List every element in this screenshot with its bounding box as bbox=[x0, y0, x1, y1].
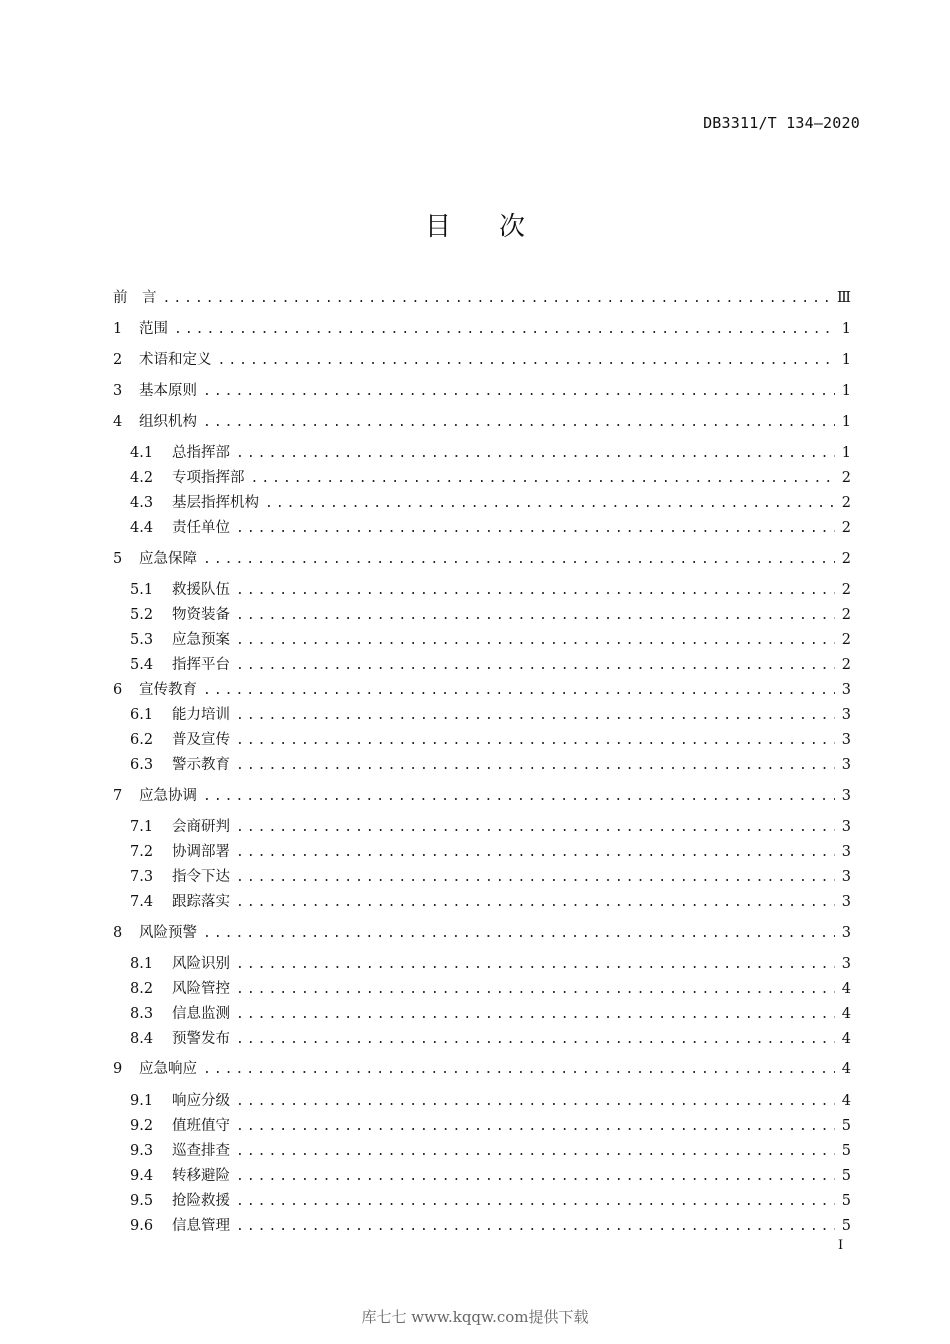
toc-entry-label: 信息管理 bbox=[172, 1218, 230, 1234]
toc-leader-dots bbox=[236, 654, 835, 678]
toc-entry-label: 救援队伍 bbox=[172, 582, 230, 598]
toc-entry-label: 范围 bbox=[139, 321, 168, 337]
toc-entry[interactable] bbox=[130, 1089, 851, 1113]
toc-entry[interactable] bbox=[130, 1139, 851, 1163]
toc-entry-label: 会商研判 bbox=[172, 819, 230, 835]
toc-entry-page: 1 bbox=[841, 445, 851, 461]
toc-entry-label: 预警发布 bbox=[172, 1031, 230, 1047]
toc-entry-label: 巡查排查 bbox=[172, 1143, 230, 1159]
toc-entry-label: 应急协调 bbox=[139, 788, 197, 804]
toc-entry[interactable] bbox=[130, 703, 851, 727]
toc-entry-label: 转移避险 bbox=[172, 1168, 230, 1184]
toc-entry-number: 8.3 bbox=[130, 1006, 154, 1022]
toc-entry-page: 4 bbox=[841, 1093, 851, 1109]
toc-entry-page: 3 bbox=[841, 925, 851, 941]
toc-entry-label: 响应分级 bbox=[172, 1093, 230, 1109]
toc-entry-number: 7.2 bbox=[130, 844, 154, 860]
toc-entry[interactable] bbox=[130, 1027, 851, 1051]
toc-entry-number: 8.4 bbox=[130, 1031, 154, 1047]
toc-leader-dots bbox=[236, 517, 835, 541]
toc-entry-label: 警示教育 bbox=[172, 757, 230, 773]
toc-entry-number: 2 bbox=[113, 352, 123, 368]
toc-leader-dots bbox=[236, 841, 835, 865]
toc-entry[interactable] bbox=[130, 840, 851, 864]
toc-leader-dots bbox=[203, 411, 835, 435]
toc-entry-number: 7.3 bbox=[130, 869, 154, 885]
toc-entry-page: 3 bbox=[841, 788, 851, 804]
toc-entry[interactable] bbox=[113, 678, 851, 702]
download-watermark: 库七七 www.kqqw.com提供下载 bbox=[361, 1308, 589, 1326]
toc-leader-dots bbox=[236, 579, 835, 603]
toc-entry-label: 应急保障 bbox=[139, 551, 197, 567]
document-code: DB3311/T 134—2020 bbox=[703, 114, 860, 132]
toc-entry-label: 值班值守 bbox=[172, 1118, 230, 1134]
toc-entry[interactable] bbox=[130, 466, 851, 490]
toc-entry-page: 4 bbox=[841, 1031, 851, 1047]
toc-entry[interactable] bbox=[130, 628, 851, 652]
toc-entry[interactable] bbox=[130, 1164, 851, 1188]
toc-entry[interactable] bbox=[113, 784, 851, 808]
toc-entry-number: 9.6 bbox=[130, 1218, 154, 1234]
toc-leader-dots bbox=[251, 467, 836, 491]
toc-entry[interactable] bbox=[113, 921, 851, 945]
toc-leader-dots bbox=[163, 287, 832, 311]
toc-entry-number: 6 bbox=[113, 682, 123, 698]
toc-entry-label: 跟踪落实 bbox=[172, 894, 230, 910]
toc-entry-number: 7 bbox=[113, 788, 123, 804]
toc-entry-number: 5.2 bbox=[130, 607, 154, 623]
toc-entry[interactable] bbox=[130, 491, 851, 515]
toc-leader-dots bbox=[218, 349, 836, 373]
toc-leader-dots bbox=[236, 866, 835, 890]
toc-entry-page: 5 bbox=[841, 1143, 851, 1159]
toc-entry-number: 4 bbox=[113, 414, 123, 430]
toc-leader-dots bbox=[236, 816, 835, 840]
toc-entry-page: 3 bbox=[841, 894, 851, 910]
toc-leader-dots bbox=[203, 548, 835, 572]
toc-leader-dots bbox=[203, 679, 835, 703]
toc-entry-label: 组织机构 bbox=[139, 414, 197, 430]
toc-entry-label: 风险预警 bbox=[139, 925, 197, 941]
toc-entry-label: 责任单位 bbox=[172, 520, 230, 536]
toc-entry-page: 3 bbox=[841, 956, 851, 972]
toc-leader-dots bbox=[203, 785, 835, 809]
toc-entry-page: 3 bbox=[841, 682, 851, 698]
toc-entry-label: 术语和定义 bbox=[139, 352, 212, 368]
toc-entry[interactable] bbox=[113, 317, 851, 341]
toc-leader-dots bbox=[236, 729, 835, 753]
toc-entry[interactable] bbox=[130, 952, 851, 976]
toc-entry-label: 指挥平台 bbox=[172, 657, 230, 673]
toc-entry-number: 1 bbox=[113, 321, 123, 337]
toc-entry-number: 7.4 bbox=[130, 894, 154, 910]
toc-entry-number: 9.5 bbox=[130, 1193, 154, 1209]
toc-entry-number: 4.4 bbox=[130, 520, 154, 536]
toc-entry-page: 2 bbox=[841, 520, 851, 536]
toc-entry-number: 4.3 bbox=[130, 495, 154, 511]
toc-entry-number: 7.1 bbox=[130, 819, 154, 835]
toc-entry-page: 2 bbox=[841, 495, 851, 511]
toc-leader-dots bbox=[236, 604, 835, 628]
toc-entry-page: 2 bbox=[841, 632, 851, 648]
toc-entry-number: 5.4 bbox=[130, 657, 154, 673]
toc-entry[interactable] bbox=[113, 1057, 851, 1081]
toc-entry-page: 3 bbox=[841, 732, 851, 748]
toc-entry-page: 1 bbox=[841, 383, 851, 399]
toc-entry-page: 3 bbox=[841, 707, 851, 723]
toc-entry-page: Ⅲ bbox=[837, 290, 851, 306]
toc-entry-number: 6.1 bbox=[130, 707, 154, 723]
toc-entry[interactable] bbox=[130, 516, 851, 540]
toc-entry[interactable] bbox=[130, 441, 851, 465]
toc-entry-label: 信息监测 bbox=[172, 1006, 230, 1022]
toc-entry-label: 前 言 bbox=[113, 290, 157, 306]
toc-entry-number: 5.3 bbox=[130, 632, 154, 648]
toc-leader-dots bbox=[236, 891, 835, 915]
toc-entry-number: 8.1 bbox=[130, 956, 154, 972]
toc-entry[interactable] bbox=[130, 977, 851, 1001]
toc-entry[interactable] bbox=[113, 286, 851, 310]
toc-leader-dots bbox=[174, 318, 835, 342]
toc-leader-dots bbox=[236, 1190, 835, 1214]
toc-entry[interactable] bbox=[130, 653, 851, 677]
toc-entry-label: 基层指挥机构 bbox=[172, 495, 259, 511]
toc-entry[interactable] bbox=[130, 1002, 851, 1026]
toc-entry-label: 风险管控 bbox=[172, 981, 230, 997]
toc-leader-dots bbox=[236, 1140, 835, 1164]
toc-entry-number: 5 bbox=[113, 551, 123, 567]
toc-entry[interactable] bbox=[113, 547, 851, 571]
toc-entry-page: 5 bbox=[841, 1218, 851, 1234]
toc-entry-number: 5.1 bbox=[130, 582, 154, 598]
toc-entry-page: 1 bbox=[841, 352, 851, 368]
toc-entry-page: 2 bbox=[841, 470, 851, 486]
toc-entry-number: 9.2 bbox=[130, 1118, 154, 1134]
toc-entry-number: 9.3 bbox=[130, 1143, 154, 1159]
toc-leader-dots bbox=[236, 442, 835, 466]
toc-entry-page: 2 bbox=[841, 551, 851, 567]
toc-entry-number: 8 bbox=[113, 925, 123, 941]
toc-entry-page: 5 bbox=[841, 1193, 851, 1209]
toc-entry-number: 6.3 bbox=[130, 757, 154, 773]
page-number: I bbox=[838, 1238, 844, 1253]
toc-entry-label: 应急预案 bbox=[172, 632, 230, 648]
toc-entry-label: 专项指挥部 bbox=[172, 470, 245, 486]
toc-entry[interactable] bbox=[113, 348, 851, 372]
toc-entry-number: 9.1 bbox=[130, 1093, 154, 1109]
toc-leader-dots bbox=[236, 1215, 835, 1239]
toc-leader-dots bbox=[236, 953, 835, 977]
toc-leader-dots bbox=[236, 629, 835, 653]
toc-entry-number: 9.4 bbox=[130, 1168, 154, 1184]
toc-entry[interactable] bbox=[130, 890, 851, 914]
toc-leader-dots bbox=[203, 380, 835, 404]
toc-entry-number: 4.2 bbox=[130, 470, 154, 486]
toc-leader-dots bbox=[236, 1028, 835, 1052]
toc-entry[interactable] bbox=[130, 1214, 851, 1238]
toc-entry-label: 应急响应 bbox=[139, 1061, 197, 1077]
toc-entry[interactable] bbox=[130, 865, 851, 889]
toc-leader-dots bbox=[203, 1058, 835, 1082]
toc-entry-number: 4.1 bbox=[130, 445, 154, 461]
toc-entry-page: 5 bbox=[841, 1168, 851, 1184]
toc-entry-page: 5 bbox=[841, 1118, 851, 1134]
toc-entry-label: 物资装备 bbox=[172, 607, 230, 623]
toc-entry[interactable] bbox=[130, 728, 851, 752]
toc-leader-dots bbox=[236, 1115, 835, 1139]
toc-entry-label: 抢险救援 bbox=[172, 1193, 230, 1209]
toc-title: 目次 bbox=[424, 212, 573, 242]
toc-leader-dots bbox=[236, 978, 835, 1002]
toc-entry-page: 2 bbox=[841, 607, 851, 623]
toc-leader-dots bbox=[236, 704, 835, 728]
toc-leader-dots bbox=[236, 754, 835, 778]
toc-entry-number: 3 bbox=[113, 383, 123, 399]
toc-leader-dots bbox=[236, 1090, 835, 1114]
toc-entry[interactable] bbox=[113, 379, 851, 403]
toc-leader-dots bbox=[236, 1165, 835, 1189]
toc-entry-label: 协调部署 bbox=[172, 844, 230, 860]
toc-entry[interactable] bbox=[130, 1189, 851, 1213]
toc-entry-page: 4 bbox=[841, 981, 851, 997]
toc-leader-dots bbox=[265, 492, 835, 516]
toc-entry-label: 普及宣传 bbox=[172, 732, 230, 748]
toc-entry[interactable] bbox=[130, 815, 851, 839]
toc-entry-page: 3 bbox=[841, 757, 851, 773]
toc-entry-number: 9 bbox=[113, 1061, 123, 1077]
toc-entry-number: 6.2 bbox=[130, 732, 154, 748]
toc-entry[interactable] bbox=[113, 410, 851, 434]
toc-entry-label: 能力培训 bbox=[172, 707, 230, 723]
toc-entry-page: 3 bbox=[841, 869, 851, 885]
toc-entry-page: 1 bbox=[841, 414, 851, 430]
toc-entry-page: 4 bbox=[841, 1006, 851, 1022]
toc-entry[interactable] bbox=[130, 1114, 851, 1138]
toc-entry-label: 宣传教育 bbox=[139, 682, 197, 698]
toc-entry-number: 8.2 bbox=[130, 981, 154, 997]
toc-entry-page: 2 bbox=[841, 657, 851, 673]
toc-entry[interactable] bbox=[130, 603, 851, 627]
toc-entry-page: 2 bbox=[841, 582, 851, 598]
toc-entry-page: 1 bbox=[841, 321, 851, 337]
toc-entry-label: 指令下达 bbox=[172, 869, 230, 885]
toc-entry[interactable] bbox=[130, 578, 851, 602]
toc-entry-label: 基本原则 bbox=[139, 383, 197, 399]
toc-entry-page: 3 bbox=[841, 819, 851, 835]
toc-leader-dots bbox=[203, 922, 835, 946]
toc-entry[interactable] bbox=[130, 753, 851, 777]
toc-entry-page: 3 bbox=[841, 844, 851, 860]
toc-leader-dots bbox=[236, 1003, 835, 1027]
toc-entry-page: 4 bbox=[841, 1061, 851, 1077]
toc-entry-label: 风险识别 bbox=[172, 956, 230, 972]
toc-entry-label: 总指挥部 bbox=[172, 445, 230, 461]
